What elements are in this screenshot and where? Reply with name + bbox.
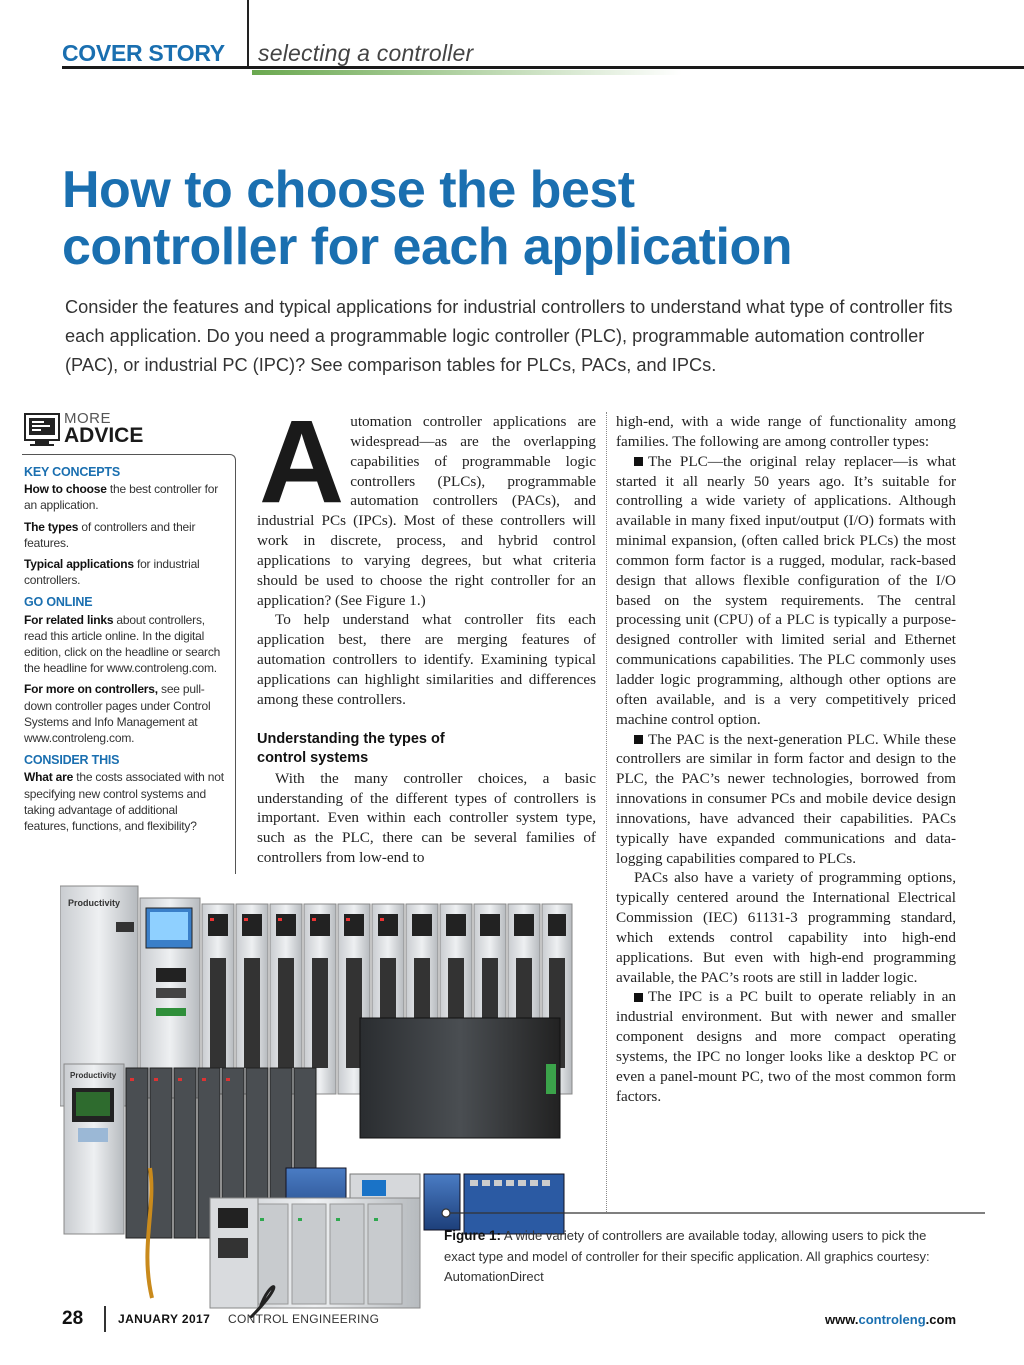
brand-label-2: Productivity bbox=[70, 1071, 117, 1080]
subhead bbox=[257, 730, 596, 769]
sidebar-item-text: for industrial controllers. bbox=[24, 557, 200, 588]
article-deck: Consider the features and typical applications for industrial controllers to understand what type of controller fits each application. Do you need a programmable logic controller (PLC), programmable automation controller (PAC), or industrial PC (IPC)? See comparison tables for PLCs, PACs, and IPCs. bbox=[65, 297, 953, 375]
sidebar-item bbox=[24, 769, 224, 834]
bullet-icon bbox=[634, 993, 643, 1002]
paragraph-6 bbox=[616, 730, 956, 869]
issue-date: JANUARY 2017 bbox=[118, 1312, 211, 1326]
sidebar-content bbox=[24, 464, 224, 839]
paragraph-5 bbox=[616, 452, 956, 730]
title-line-2: controller for each application bbox=[62, 218, 792, 276]
subhead-line-1: Understanding the types of bbox=[257, 730, 445, 747]
footer-divider bbox=[104, 1306, 106, 1332]
brand-label-1: Productivity bbox=[68, 898, 121, 908]
sidebar-more-label: MORE bbox=[64, 410, 111, 427]
sidebar-item-text: see pull-down controller pages under Control Systems and Info Management at www.controleng.com. bbox=[24, 682, 211, 746]
paragraph-8-text: The IPC is a PC built to operate reliably in an industrial environment. But with newer and smaller component designs and more compact operating systems, the IPC no longer looks like a desktop PC or even a panel-mount PC, two of the most common form factors. bbox=[616, 988, 956, 1105]
sidebar-advice-label: ADVICE bbox=[64, 424, 144, 447]
page-footer bbox=[62, 1308, 962, 1332]
body-column-1 bbox=[257, 396, 596, 868]
topic-label: selecting a controller bbox=[258, 40, 474, 66]
sidebar-item-text: the best controller for an application. bbox=[24, 482, 219, 513]
paragraph-3: With the many controller choices, a basic understanding of the different types of controllers is important. Even within each controller system type, such as the PLC, there can be several families of controllers from low-end to bbox=[257, 769, 596, 867]
figure-label: Figure 1: bbox=[444, 1228, 502, 1243]
figure-caption-text: A wide variety of controllers are available today, allowing users to pick the exact type and model of controller for their specific application. All graphics courtesy: AutomationDirect bbox=[444, 1228, 930, 1284]
magazine-name: CONTROL ENGINEERING bbox=[228, 1312, 380, 1326]
subhead-line-2: control systems bbox=[257, 750, 369, 767]
drop-cap: A bbox=[259, 396, 345, 528]
sidebar-heading: KEY CONCEPTS bbox=[24, 465, 121, 479]
sidebar-heading: CONSIDER THIS bbox=[24, 753, 120, 768]
sidebar-heading: GO ONLINE bbox=[24, 595, 93, 610]
section-label: COVER STORY bbox=[62, 40, 225, 66]
bullet-icon bbox=[634, 457, 643, 466]
paragraph-5-text: The PLC—the original relay replacer—is what started it all nearly 50 years ago. It’s suitable for controlling a wide variety of applications. Although available in many fixed input/output (I/O) formats with minimal expansion, (often called brick PLCs) the most common form factor is a rugged, modular, rack-based design that allows flexible configuration of the I/O based on the system requirements. The central processing unit (CPU) of a PLC is typically a purpose-designed controller with limited serial and Ethernet communications capabilities. The PLC commonly uses ladder logic programming, although other options are often available, and is a very competitively priced machine control option. bbox=[616, 452, 956, 728]
caption-leader-line bbox=[440, 1207, 985, 1219]
paragraph-6-text: The PAC is the next-generation PLC. While these controllers are similar in form factor and design to the PLC, the PAC’s newer technologies, borrowed from innovations in consumer PCs and mobile device design innovations, have advanced their capabilities. PACs typically have expanded communications and data-logging capabilities compared to PLCs. bbox=[616, 730, 956, 867]
paragraph-7: PACs also have a variety of programming options, typically centered around the International Electrical Commission (IEC) 61131-3 programming standard, which extends control capability into high-end applications. But even with high-end programming available, the PAC’s roots are still in ladder logic. bbox=[616, 869, 956, 986]
sidebar-item bbox=[24, 612, 224, 677]
paragraph-2: To help understand what controller fits each application best, there are merging features of automation controllers to identify. Examining typical applications can highlight similarities and differences among these controllers. bbox=[257, 611, 596, 708]
sidebar-item-text: of controllers and their features. bbox=[24, 519, 196, 550]
paragraph-1-text: utomation controller applications are widespread—as are the overlapping capabilities of programmable logic controllers (PLCs), programmable automation controllers (PACs), and industrial PCs (IPCs). Most of these controllers will work in discrete, process, and hybrid control applications to varying degrees, but what criteria should be used to choose the right controller for an application? (See Figure 1.) bbox=[257, 413, 596, 609]
sidebar-item bbox=[24, 519, 224, 551]
column-divider bbox=[606, 412, 607, 1212]
sidebar-item-lead: For related links bbox=[24, 612, 114, 627]
sidebar-item-lead: Typical applications bbox=[24, 557, 134, 572]
page-number: 28 bbox=[62, 1308, 84, 1329]
sidebar-item-text: the costs associated with not specifying new control systems and taking advantage of additional features, functions, and flexibility? bbox=[24, 770, 224, 834]
sidebar-item bbox=[24, 481, 224, 513]
body-column-2 bbox=[616, 412, 956, 1107]
sidebar-item-lead: For more on controllers, bbox=[24, 682, 158, 697]
article-title bbox=[62, 162, 982, 276]
header-accent-bar bbox=[252, 70, 682, 75]
monitor-icon bbox=[24, 412, 60, 448]
sidebar-item bbox=[24, 556, 224, 588]
sidebar-item-text: about controllers, read this article online. In the digital edition, click on the headline or search the headline for www.controleng.com. bbox=[24, 612, 221, 676]
title-line-1: How to choose the best bbox=[62, 161, 635, 219]
website-link[interactable] bbox=[825, 1312, 956, 1327]
figure-caption bbox=[444, 1226, 956, 1288]
url-suffix: .com bbox=[925, 1312, 956, 1327]
paragraph-1 bbox=[257, 396, 596, 610]
sidebar-item-lead: How to choose bbox=[24, 482, 107, 497]
sidebar-item-lead: What are bbox=[24, 770, 74, 785]
page-header bbox=[62, 38, 1024, 78]
url-brand: controleng bbox=[858, 1312, 926, 1327]
header-divider bbox=[247, 0, 249, 66]
url-prefix: www. bbox=[825, 1312, 859, 1327]
sidebar-item-lead: The types bbox=[24, 519, 79, 534]
header-rule bbox=[62, 66, 1024, 69]
bullet-icon bbox=[634, 735, 643, 744]
paragraph-4: high-end, with a wide range of functionality among families. The following are among controller types: bbox=[616, 413, 956, 450]
paragraph-8 bbox=[616, 987, 956, 1106]
sidebar-item bbox=[24, 681, 224, 746]
